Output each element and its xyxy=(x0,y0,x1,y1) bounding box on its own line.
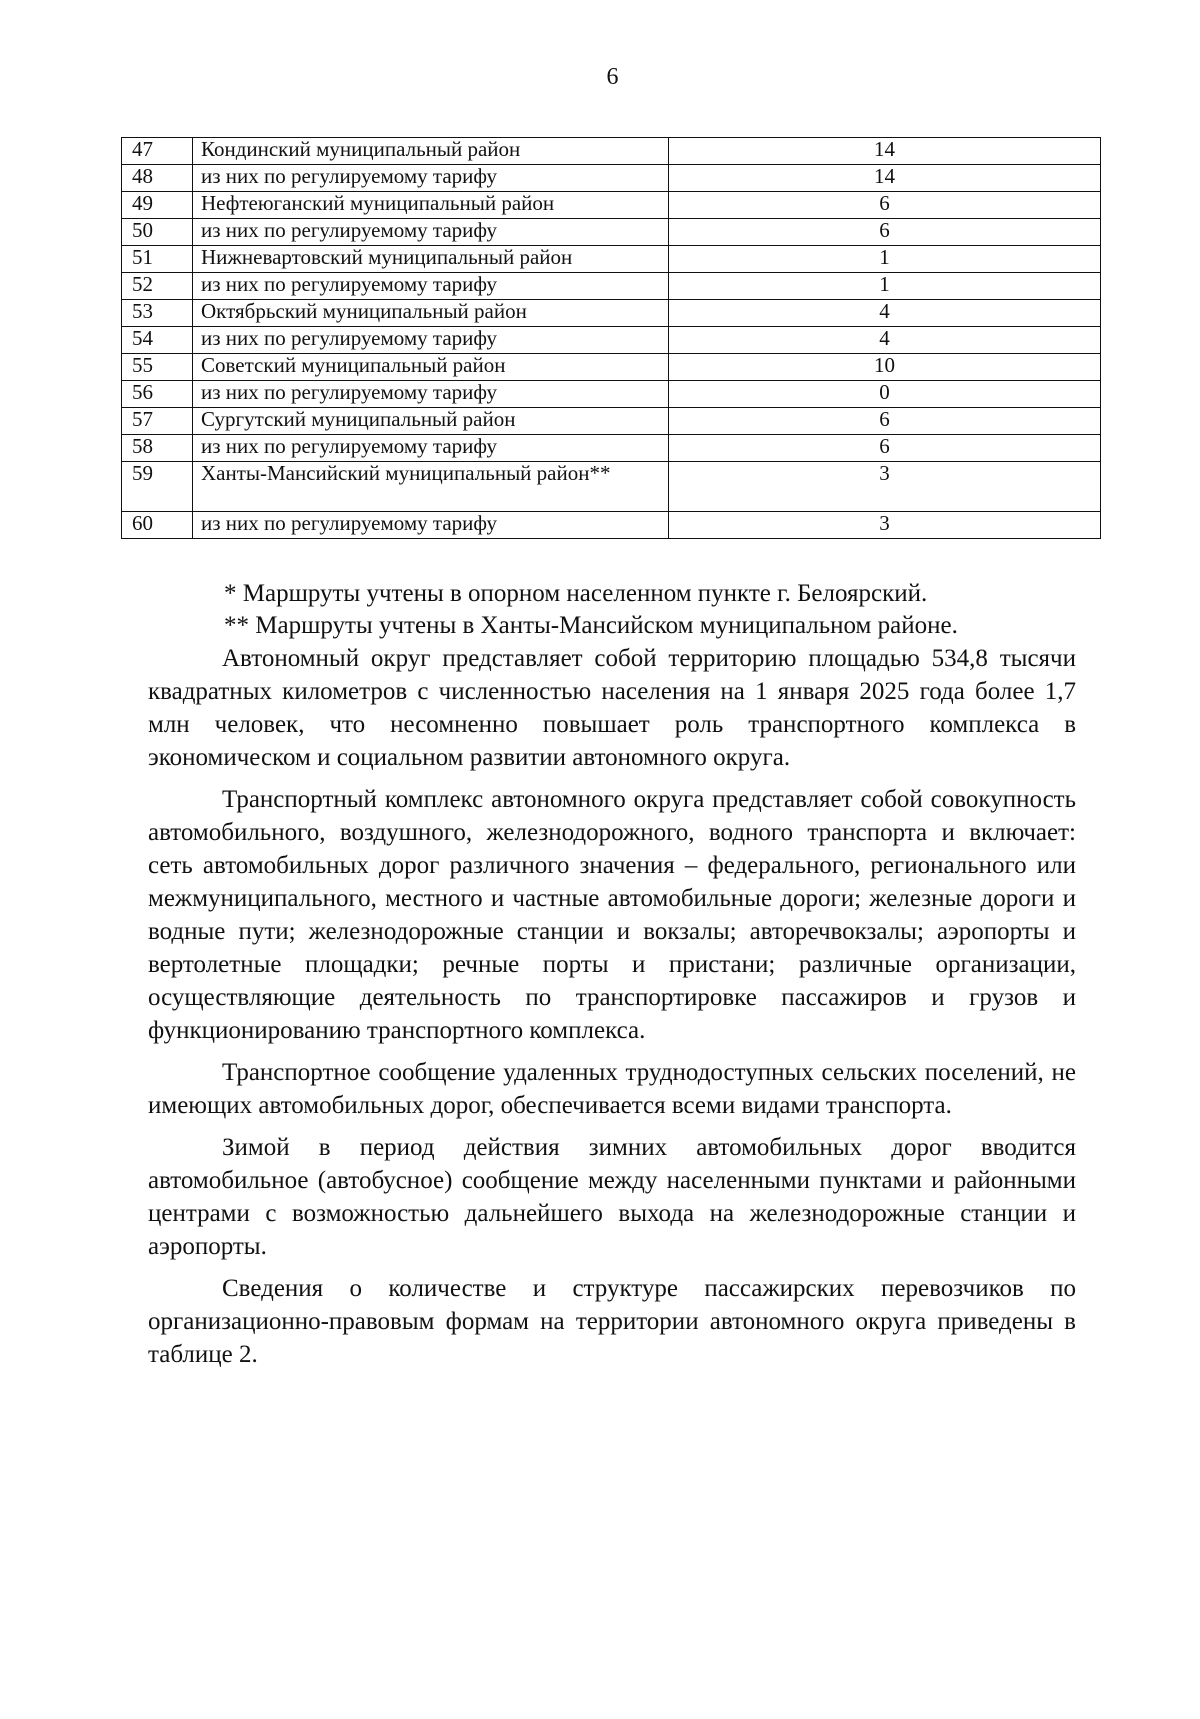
row-number: 53 xyxy=(122,300,193,327)
footnote: ** Маршруты учтены в Ханты-Мансийском муниципальном районе. xyxy=(224,612,958,639)
page-number: 6 xyxy=(606,64,619,90)
row-number: 58 xyxy=(122,435,193,462)
row-value: 10 xyxy=(669,354,1101,381)
row-number: 49 xyxy=(122,192,193,219)
row-number: 52 xyxy=(122,273,193,300)
row-value: 3 xyxy=(669,462,1101,512)
row-name: из них по регулируемому тарифу xyxy=(193,273,669,300)
routes-table xyxy=(121,137,1101,539)
row-value: 3 xyxy=(669,512,1101,539)
row-value: 14 xyxy=(669,138,1101,165)
row-name: из них по регулируемому тарифу xyxy=(193,219,669,246)
row-name: из них по регулируемому тарифу xyxy=(193,165,669,192)
paragraph: Транспортный комплекс автономного округа представляет собой совокупность автомобильного, воздушного, железнодорожного, водного транспорта и включает: сеть автомобильных дорог различного значения – федерального, регионального или межмуниципального, местного и частные автомобильные дороги; железные дороги и водные пути; железнодорожные станции и вокзалы; авторечвокзалы; аэропорты и вертолетные площадки; речные порты и пристани; различные организации, осуществляющие деятельность по транспортировке пассажиров и грузов и функционированию транспортного комплекса. xyxy=(148,786,1076,1044)
row-name: из них по регулируемому тарифу xyxy=(193,327,669,354)
table-row xyxy=(122,354,1101,381)
table-row xyxy=(122,138,1101,165)
table-row xyxy=(122,165,1101,192)
paragraph: Зимой в период действия зимних автомобильных дорог вводится автомобильное (автобусное) сообщение между населенными пунктами и районными центрами с возможностью дальнейшего выхода на железнодорожные станции и аэропорты. xyxy=(148,1134,1076,1260)
row-number: 51 xyxy=(122,246,193,273)
row-name: Кондинский муниципальный район xyxy=(193,138,669,165)
row-value: 0 xyxy=(669,381,1101,408)
paragraph: Транспортное сообщение удаленных труднодоступных сельских поселений, не имеющих автомобильных дорог, обеспечивается всеми видами транспорта. xyxy=(148,1059,1076,1119)
row-name: Нижневартовский муниципальный район xyxy=(193,246,669,273)
table-row xyxy=(122,300,1101,327)
row-number: 56 xyxy=(122,381,193,408)
row-value: 1 xyxy=(669,273,1101,300)
row-value: 4 xyxy=(669,300,1101,327)
paragraph: Автономный округ представляет собой территорию площадью 534,8 тысячи квадратных километров с численностью населения на 1 января 2025 года более 1,7 млн человек, что несомненно повышает роль транспортного комплекса в экономическом и социальном развитии автономного округа. xyxy=(148,645,1076,771)
row-number: 55 xyxy=(122,354,193,381)
row-number: 50 xyxy=(122,219,193,246)
table-row xyxy=(122,273,1101,300)
table-row xyxy=(122,435,1101,462)
paragraph: Сведения о количестве и структуре пассажирских перевозчиков по организационно-правовым формам на территории автономного округа приведены в таблице 2. xyxy=(148,1275,1076,1368)
footnotes xyxy=(148,578,1078,642)
table-row xyxy=(122,381,1101,408)
row-name: Ханты-Мансийский муниципальный район** xyxy=(193,462,669,512)
table-row xyxy=(122,327,1101,354)
row-number: 60 xyxy=(122,512,193,539)
table-row xyxy=(122,192,1101,219)
row-value: 6 xyxy=(669,408,1101,435)
table-row xyxy=(122,408,1101,435)
row-value: 6 xyxy=(669,435,1101,462)
row-value: 14 xyxy=(669,165,1101,192)
table-row xyxy=(122,246,1101,273)
row-number: 54 xyxy=(122,327,193,354)
footnote: * Маршруты учтены в опорном населенном пункте г. Белоярский. xyxy=(224,580,928,607)
row-name: из них по регулируемому тарифу xyxy=(193,435,669,462)
row-name: Советский муниципальный район xyxy=(193,354,669,381)
table-row xyxy=(122,512,1101,539)
table-row xyxy=(122,462,1101,512)
row-number: 47 xyxy=(122,138,193,165)
row-number: 59 xyxy=(122,462,193,512)
row-name: Сургутский муниципальный район xyxy=(193,408,669,435)
row-name: из них по регулируемому тарифу xyxy=(193,512,669,539)
row-number: 57 xyxy=(122,408,193,435)
table-row xyxy=(122,219,1101,246)
row-name: Нефтеюганский муниципальный район xyxy=(193,192,669,219)
row-number: 48 xyxy=(122,165,193,192)
row-name: Октябрьский муниципальный район xyxy=(193,300,669,327)
row-value: 1 xyxy=(669,246,1101,273)
row-name: из них по регулируемому тарифу xyxy=(193,381,669,408)
row-value: 4 xyxy=(669,327,1101,354)
row-value: 6 xyxy=(669,219,1101,246)
row-value: 6 xyxy=(669,192,1101,219)
body-text xyxy=(148,642,1076,1380)
